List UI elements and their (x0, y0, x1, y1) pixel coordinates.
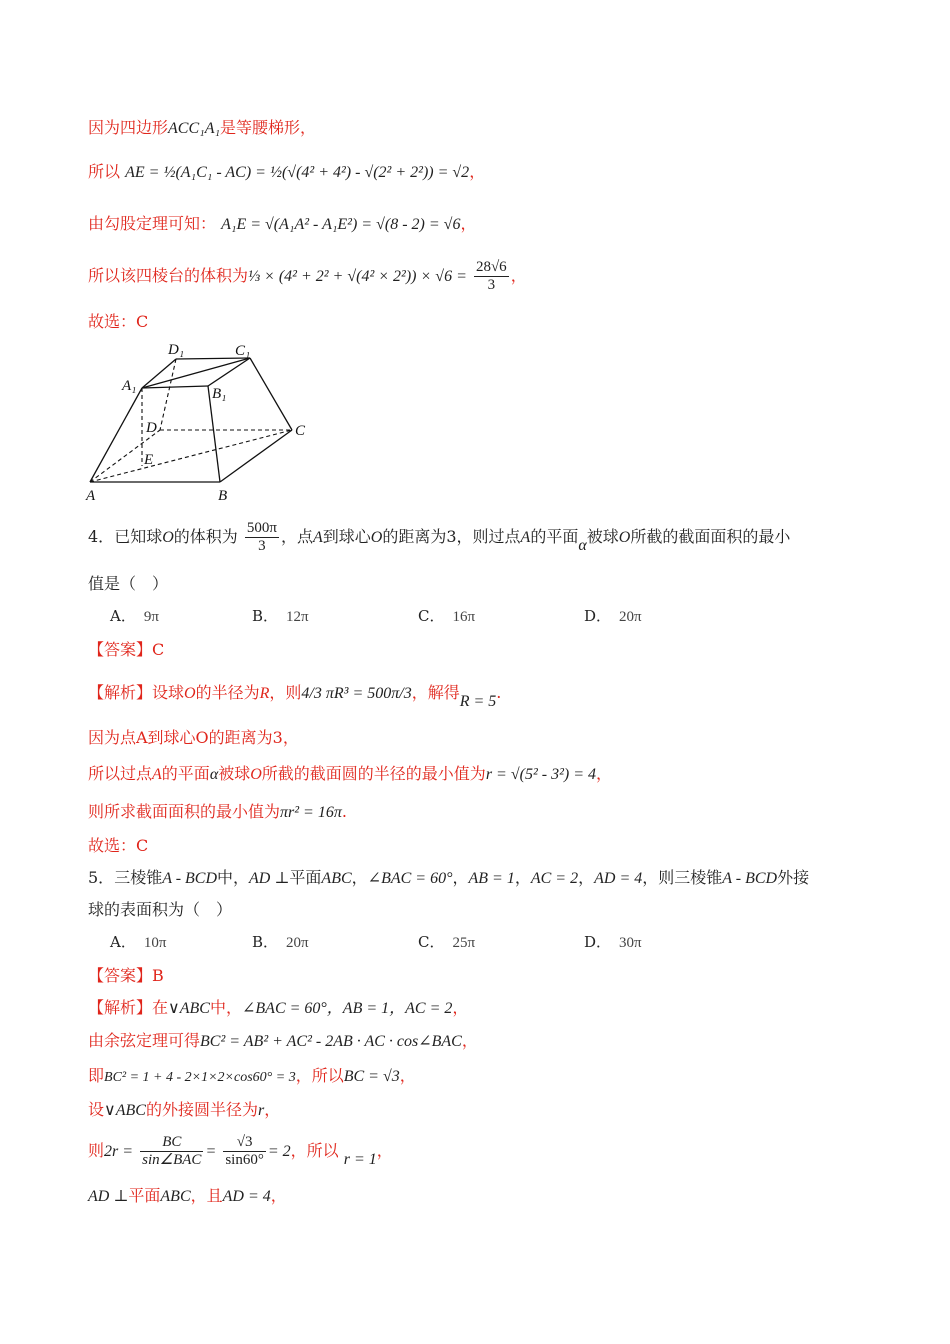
sol3-line-1 (88, 118, 316, 139)
sol3-text: 因为四边形 (88, 118, 169, 137)
sol3-text: 所以该四棱台的体积为 (88, 266, 249, 285)
edge-BC (220, 430, 292, 482)
label-B: B (218, 488, 228, 504)
q5-option-c[interactable]: C． 25π (418, 933, 476, 951)
q5-analysis-1: 【解析】在∨ABC中，∠BAC = 60°，AB = 1，AC = 2， (88, 998, 469, 1017)
sol3-line-4 (88, 256, 527, 297)
label-E: E (144, 452, 154, 468)
q5-stem-line2: 球的表面积为（ ） (88, 900, 233, 919)
sol3-text: ， (510, 266, 527, 285)
frustum-figure (80, 338, 320, 508)
q5-analysis-5: 则2r = $\frac{BC}{\text{sin∠BAC}}$ = $\frac{√3}{\sin 60^\circ}$ = 2，所以 r = 1， (88, 1134, 393, 1168)
label-C1: C₁ (235, 343, 251, 359)
sol3-line-3 (88, 214, 476, 235)
sol3-text: ， (469, 162, 486, 181)
q5-frac-1: $\frac{BC}{\text{sin∠BAC}}$ (142, 1134, 202, 1168)
sol3-math: A₁E = √(A₁A² - A₁E²) = √(8 - 2) = √6 (221, 216, 461, 233)
q5-analysis-4: 设∨ABC的外接圆半径为r， (88, 1100, 281, 1119)
edge-A1B1 (142, 386, 208, 388)
q5-option-d[interactable]: D． 30π (584, 933, 642, 951)
q4-stem-line2: 值是（ ） (88, 574, 169, 593)
volume-fraction: $\frac{28√6}{3}$ (475, 259, 507, 293)
q5-stem: 5．三棱锥A - BCD中，AD ⊥平面ABC，∠BAC = 60°，AB = 1，AC = 2，AD = 4，则三棱锥A - BCD外接 (88, 868, 810, 887)
diag-A1C1 (142, 358, 250, 388)
q4-analysis-4: 则所求截面面积的最小值为πr² = 16π. (88, 802, 347, 821)
label-A: A (86, 488, 96, 504)
q4-analysis-2: 因为点A到球心O的距离为3， (88, 728, 299, 747)
q5-analysis-6: AD ⊥平面ABC，且AD = 4， (88, 1186, 287, 1205)
sol3-line-2 (88, 162, 485, 183)
label-C: C (295, 423, 306, 439)
q4-option-d[interactable]: D． 20π (584, 607, 642, 625)
edge-CC1 (250, 358, 292, 430)
sol3-math: ACC₁A₁ (168, 120, 221, 137)
edge-AA1 (90, 388, 142, 482)
q4-analysis-3: 所以过点A的平面α被球O所截的截面圆的半径的最小值为r = √(5² - 3²) = 4， (88, 764, 613, 783)
q5-option-a[interactable]: A． 10π (110, 933, 167, 951)
edge-B1C1 (208, 358, 250, 386)
q5-analysis-2: 由余弦定理可得BC² = AB² + AC² - 2AB · AC · cos∠BAC， (88, 1031, 478, 1050)
sol3-text: ， (460, 214, 477, 233)
q5-frac-2: $\frac{√3}{\sin 60^\circ}$ (225, 1134, 264, 1168)
q4-option-c[interactable]: C． 16π (418, 607, 476, 625)
edge-DD1 (160, 359, 176, 430)
sol3-text: 所以 (88, 162, 121, 181)
label-A1: A₁ (122, 378, 137, 394)
label-D: D (146, 420, 157, 436)
q4-final-answer: 故选：C (88, 836, 149, 855)
q4-option-b[interactable]: B． 12π (252, 607, 309, 625)
q4-option-a[interactable]: A． 9π (110, 607, 159, 625)
q5-analysis-3: 即BC² = 1 + 4 - 2×1×2×cos60° = 3，所以BC = √3， (88, 1066, 416, 1085)
sol3-answer: 故选：C (88, 312, 149, 331)
q5-option-b[interactable]: B． 20π (252, 933, 309, 951)
q5-answer: 【答案】B (88, 966, 164, 985)
diag-AC (90, 430, 292, 482)
label-B1: B₁ (212, 386, 227, 402)
sol3-math: AE = ½(A₁C₁ - AC) = ½(√(4² + 4²) - √(2² + 2²)) = √2 (125, 164, 470, 181)
q4-answer: 【答案】C (88, 640, 165, 659)
q4-stem: 4．已知球O的体积为 $\frac{500\pi}{3}$ ，点A到球心O的距离为3，则过点A的平面α被球O所截的截面面积的最小 (88, 520, 791, 554)
sol3-text: 由勾股定理可知： (88, 214, 217, 233)
sol3-text: 是等腰梯形， (220, 118, 317, 137)
q4-volume-fraction: $\frac{500\pi}{3}$ (246, 520, 277, 554)
label-D1: D₁ (168, 342, 185, 358)
sol3-math: ⅓ × (4² + 2² + √(4² × 2²)) × √6 = (248, 268, 467, 285)
q4-analysis-1: 【解析】设球O的半径为R，则4/3 πR³ = 500π/3，解得R = 5. (88, 683, 502, 710)
